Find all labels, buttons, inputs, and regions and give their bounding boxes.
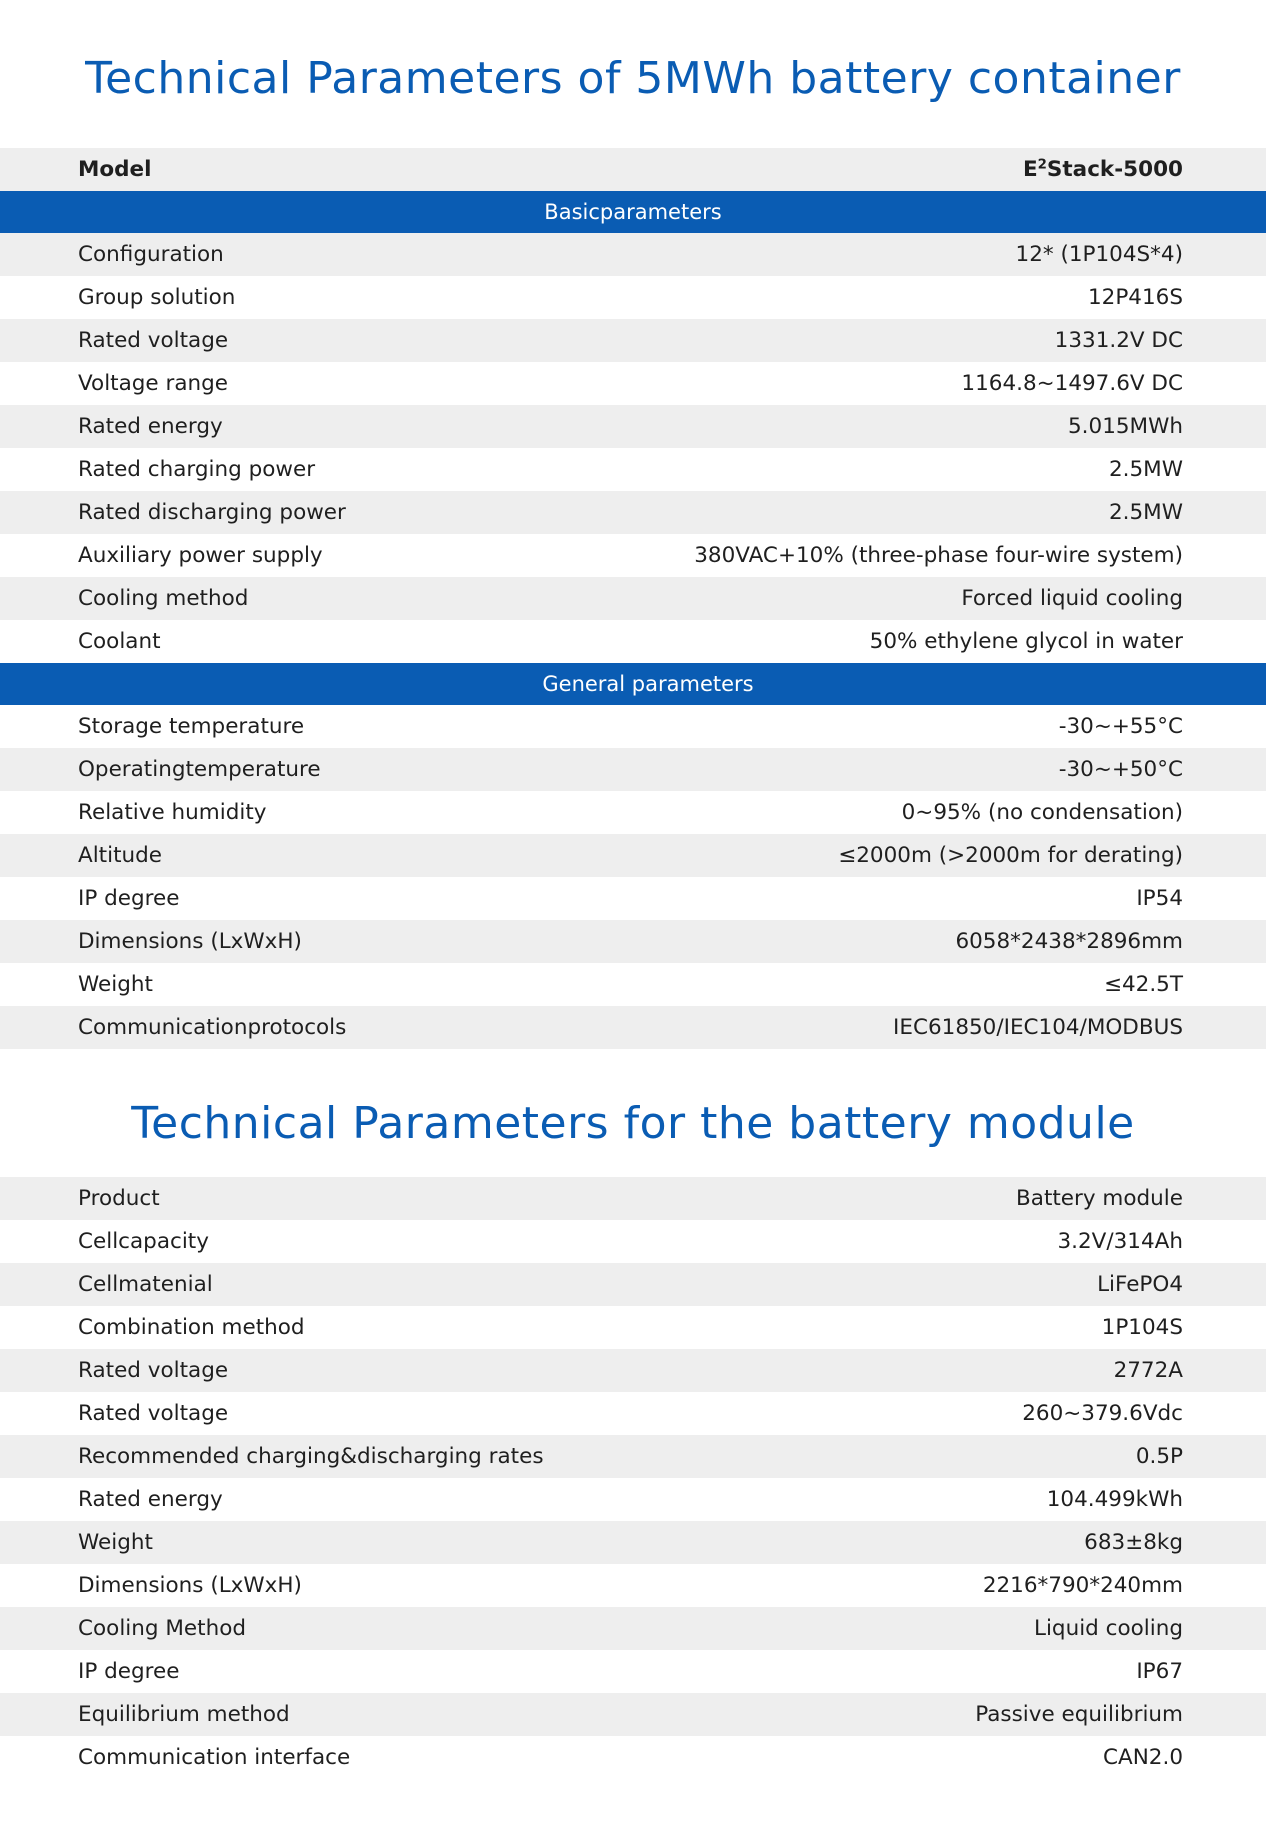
row-value: 12P416S (1087, 285, 1183, 310)
row-label: Communicationprotocols (78, 1015, 347, 1040)
row-value: 1164.8~1497.6V DC (961, 371, 1183, 396)
table-row (0, 319, 1266, 362)
table-row (0, 233, 1266, 276)
row-value: 683±8kg (1084, 1530, 1183, 1555)
row-value: ≤42.5T (1103, 972, 1183, 997)
table-row (0, 1736, 1266, 1779)
row-label: Product (78, 1186, 160, 1211)
row-label: Storage temperature (78, 714, 305, 739)
table-row (0, 1607, 1266, 1650)
row-label: Configuration (78, 242, 224, 267)
row-value: 104.499kWh (1046, 1487, 1183, 1512)
row-value: Forced liquid cooling (961, 586, 1183, 611)
row-label: Rated discharging power (78, 500, 346, 525)
table-row (0, 920, 1266, 963)
row-label: Cooling method (78, 586, 249, 611)
table-row (0, 748, 1266, 791)
row-label: Rated voltage (78, 1401, 229, 1426)
row-label: Rated charging power (78, 457, 316, 482)
row-label: Recommended charging&discharging rates (78, 1444, 544, 1469)
row-label: Group solution (78, 285, 236, 310)
row-value: IEC61850/IEC104/MODBUS (893, 1015, 1183, 1040)
row-value: -30~+55°C (1058, 714, 1183, 739)
table-row (0, 405, 1266, 448)
basic-parameters-list (0, 233, 1266, 663)
table-row (0, 1177, 1266, 1220)
row-value: 260~379.6Vdc (1022, 1401, 1183, 1426)
table-row (0, 1006, 1266, 1049)
row-value: LiFePO4 (1097, 1272, 1183, 1297)
section-header-basic: Basicparameters (0, 191, 1266, 233)
row-value: 2.5MW (1108, 457, 1183, 482)
table-row (0, 834, 1266, 877)
model-label: Model (78, 157, 152, 182)
row-label: Cooling Method (78, 1616, 247, 1641)
row-label: IP degree (78, 886, 180, 911)
row-label: Weight (78, 972, 153, 997)
table-row (0, 362, 1266, 405)
table-row (0, 1392, 1266, 1435)
row-label: Weight (78, 1530, 153, 1555)
row-label: Equilibrium method (78, 1702, 290, 1727)
row-value: 2216*790*240mm (982, 1573, 1183, 1598)
row-value: IP54 (1136, 886, 1183, 911)
table-row (0, 1220, 1266, 1263)
row-value: CAN2.0 (1103, 1745, 1183, 1770)
table-row (0, 1349, 1266, 1392)
row-label: Dimensions (LxWxH) (78, 1573, 302, 1598)
table-row (0, 1650, 1266, 1693)
row-value: Passive equilibrium (975, 1702, 1183, 1727)
table-row (0, 705, 1266, 748)
container-title: Technical Parameters of 5MWh battery container (85, 53, 1181, 104)
container-spec-table (0, 148, 1266, 1049)
section-header-general: General parameters (0, 663, 1266, 705)
row-value: 0.5P (1135, 1444, 1183, 1469)
row-label: IP degree (78, 1659, 180, 1684)
table-row (0, 577, 1266, 620)
row-value: 2772A (1113, 1358, 1183, 1383)
module-spec-table (0, 1177, 1266, 1779)
table-row (0, 491, 1266, 534)
table-row (0, 963, 1266, 1006)
row-value: 5.015MWh (1068, 414, 1183, 439)
table-row (0, 1521, 1266, 1564)
row-label: Rated energy (78, 1487, 223, 1512)
table-row (0, 1564, 1266, 1607)
row-value: 0~95% (no condensation) (901, 800, 1183, 825)
row-value: -30~+50°C (1058, 757, 1183, 782)
table-row (0, 620, 1266, 663)
row-label: Cellcapacity (78, 1229, 209, 1254)
row-label: Rated energy (78, 414, 223, 439)
table-row (0, 1478, 1266, 1521)
row-label: Relative humidity (78, 800, 267, 825)
row-label: Rated voltage (78, 328, 229, 353)
row-label: Coolant (78, 629, 161, 654)
table-row (0, 1435, 1266, 1478)
row-value: 12* (1P104S*4) (1015, 242, 1183, 267)
model-row (0, 148, 1266, 191)
table-row (0, 1306, 1266, 1349)
row-value: ≤2000m (>2000m for derating) (838, 843, 1183, 868)
row-label: Dimensions (LxWxH) (78, 929, 302, 954)
model-value: $E^2Stack-5000$ (1022, 157, 1183, 182)
table-row (0, 791, 1266, 834)
row-value: 380VAC+10% (three-phase four-wire system) (694, 543, 1183, 568)
row-label: Altitude (78, 843, 163, 868)
module-parameters-list (0, 1177, 1266, 1779)
row-value: 3.2V/314Ah (1057, 1229, 1183, 1254)
row-label: Cellmatenial (78, 1272, 213, 1297)
row-value: 6058*2438*2896mm (955, 929, 1183, 954)
table-row (0, 276, 1266, 319)
table-row (0, 1693, 1266, 1736)
row-label: Auxiliary power supply (78, 543, 323, 568)
row-value: 50% ethylene glycol in water (869, 629, 1183, 654)
row-value: 1P104S (1101, 1315, 1183, 1340)
row-label: Rated voltage (78, 1358, 229, 1383)
general-parameters-list (0, 705, 1266, 1049)
row-label: Communication interface (78, 1745, 351, 1770)
row-value: Liquid cooling (1033, 1616, 1183, 1641)
row-label: Operatingtemperature (78, 757, 321, 782)
table-row (0, 448, 1266, 491)
row-value: Battery module (1016, 1186, 1183, 1211)
table-row (0, 1263, 1266, 1306)
table-row (0, 534, 1266, 577)
row-value: 1331.2V DC (1054, 328, 1183, 353)
row-label: Voltage range (78, 371, 228, 396)
row-value: IP67 (1136, 1659, 1183, 1684)
table-row (0, 877, 1266, 920)
row-value: 2.5MW (1108, 500, 1183, 525)
row-label: Combination method (78, 1315, 305, 1340)
module-title: Technical Parameters for the battery module (131, 1098, 1135, 1149)
